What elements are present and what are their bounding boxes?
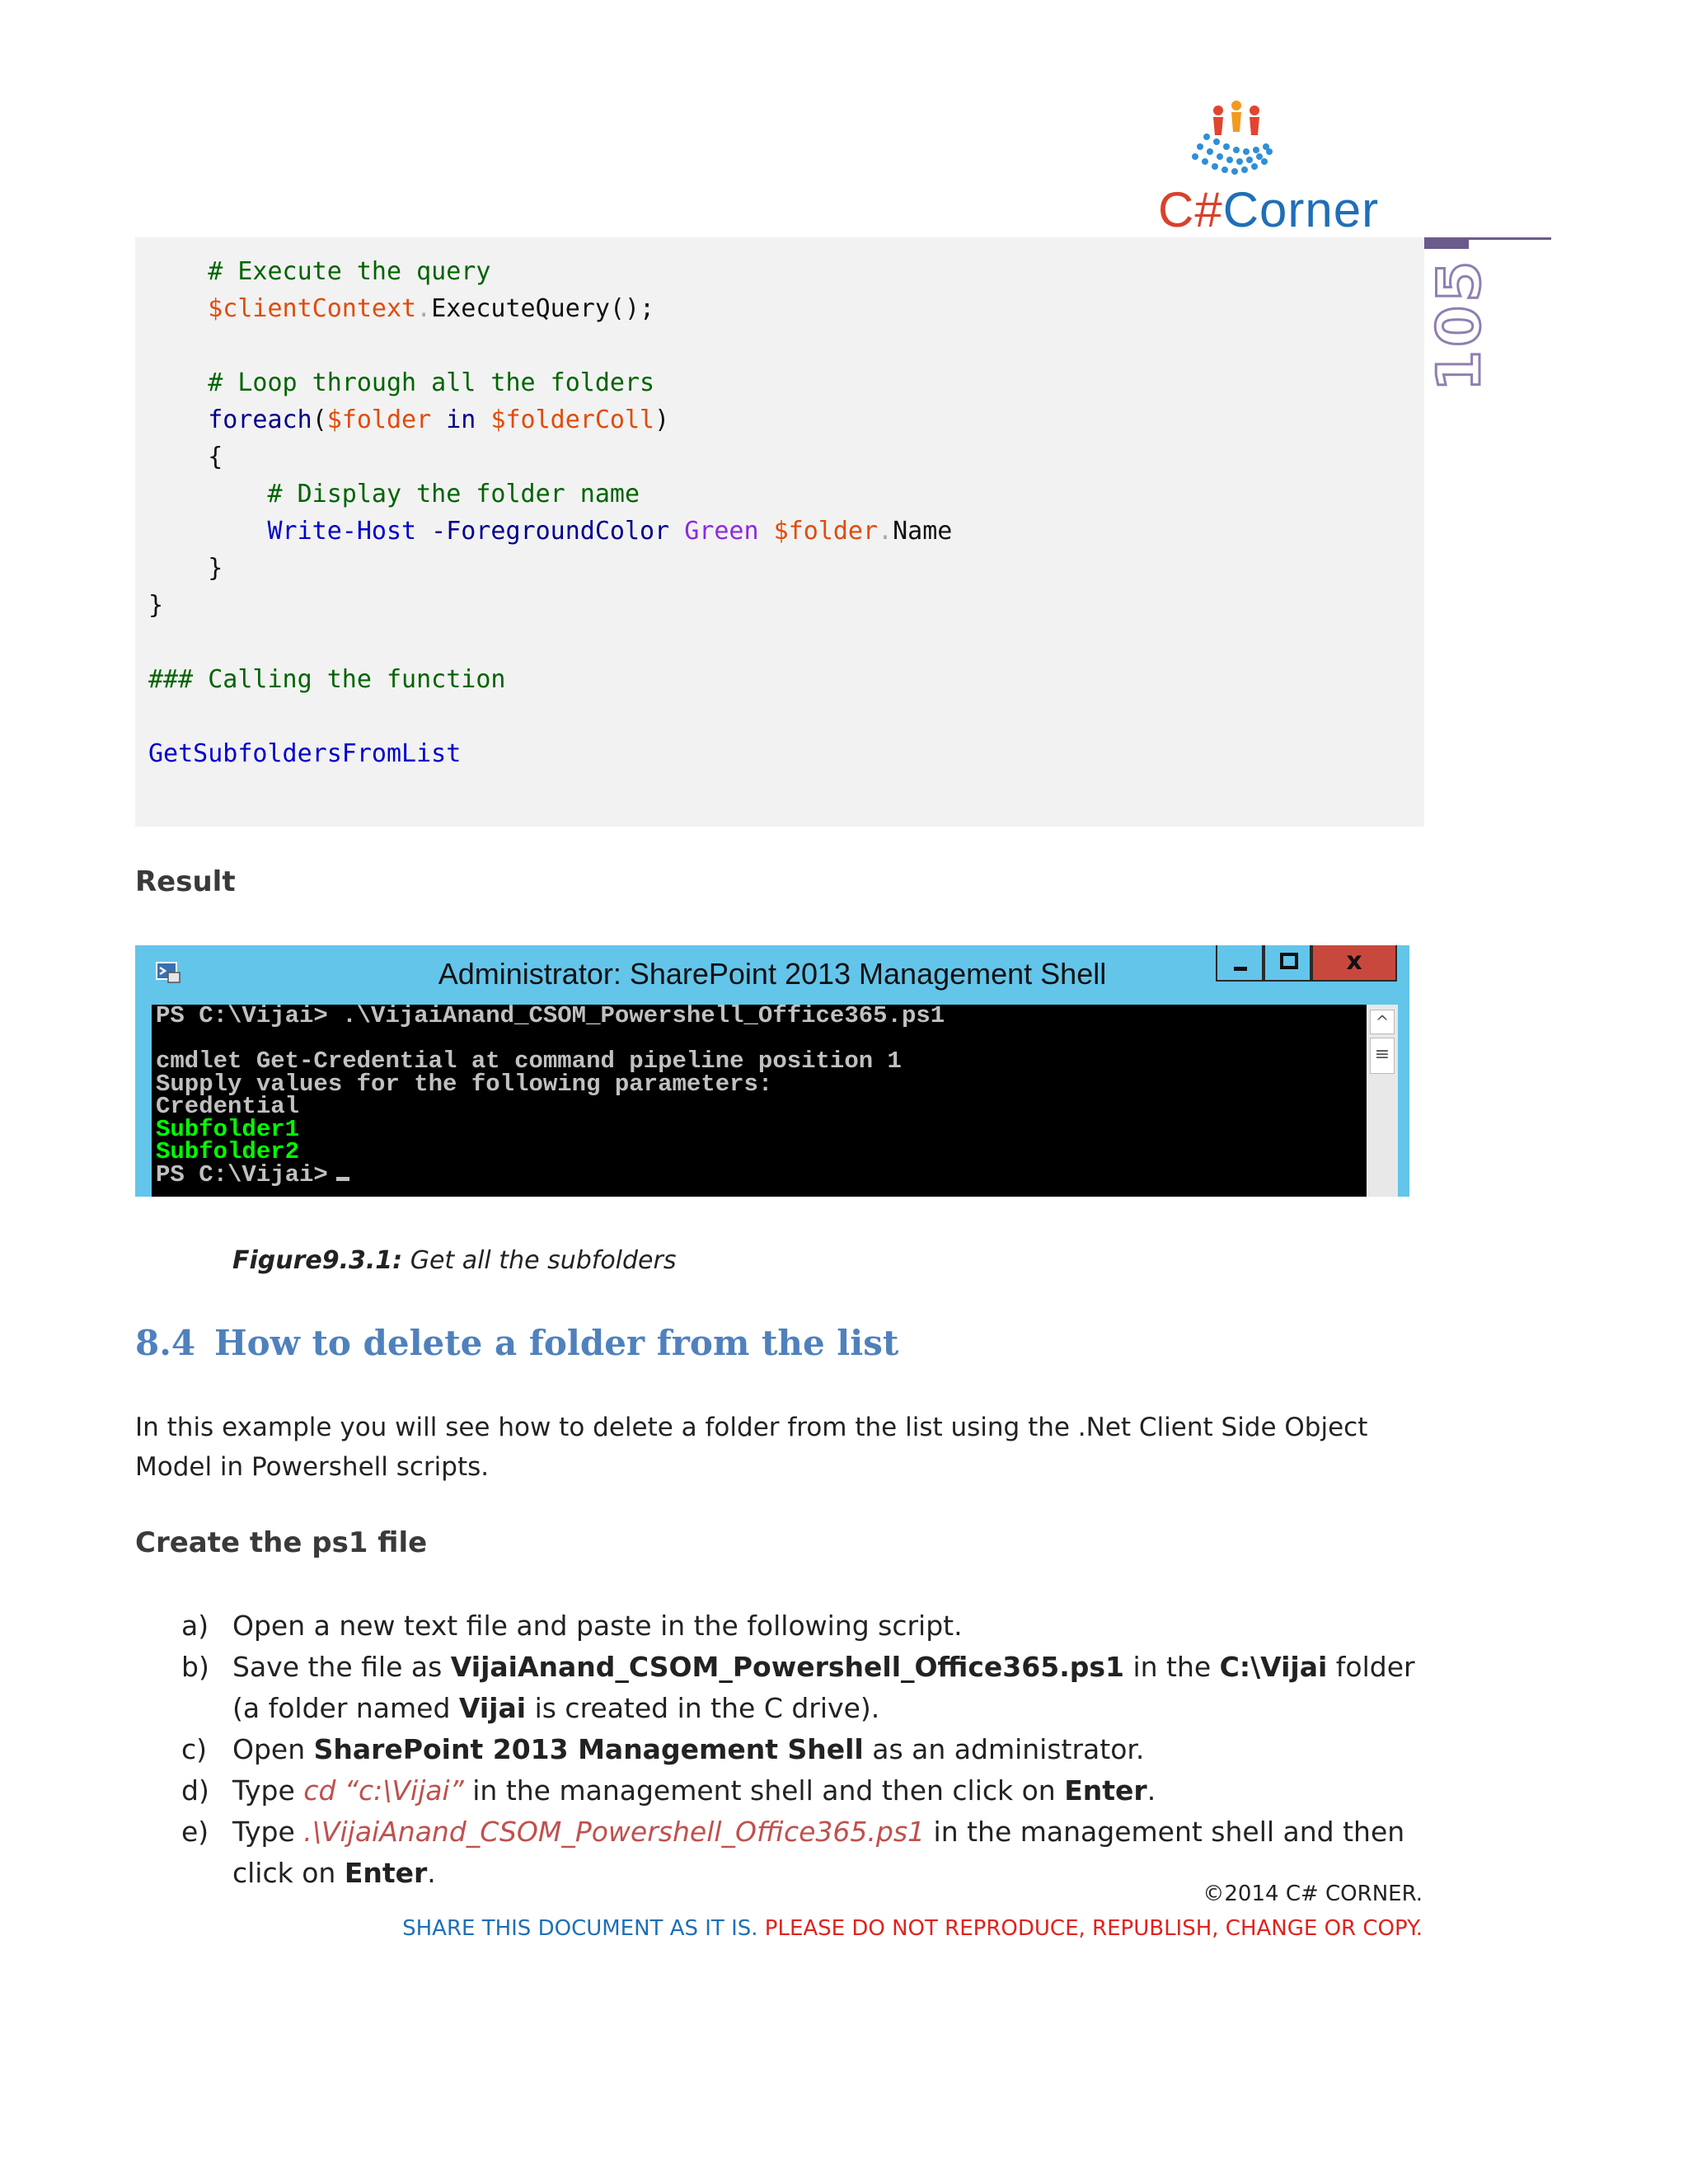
console-line: cmdlet Get-Credential at command pipeline position 1 [156, 1047, 902, 1075]
step-text: Vijai [458, 1692, 527, 1724]
csharp-corner-logo [1154, 99, 1426, 239]
copyright-notice: ©2014 C# CORNER. [1203, 1882, 1423, 1906]
share-notice-red: PLEASE DO NOT REPRODUCE, REPUBLISH, CHANGE OR COPY. [764, 1916, 1423, 1941]
code-token: # Execute the query [208, 257, 491, 286]
close-button[interactable] [1311, 945, 1397, 982]
step-text: Open [232, 1733, 314, 1765]
code-line [148, 367, 654, 400]
console-line: Supply values for the following parameters: [156, 1070, 773, 1098]
code-token: $folderColl [490, 405, 655, 434]
console-output[interactable] [152, 1002, 1367, 1197]
logo-figures-icon [1170, 99, 1302, 181]
code-token: GetSubfoldersFromList [148, 739, 462, 768]
code-token: ( [312, 405, 327, 434]
console-line: PS C:\Vijai> .\VijaiAnand_CSOM_Powershell_Office365.ps1 [156, 1002, 945, 1029]
page-number-bar [1419, 237, 1469, 249]
close-icon: x [1346, 947, 1362, 976]
figure-text: Get all the subfolders [402, 1246, 677, 1275]
step-label: b) [181, 1651, 209, 1683]
step-text: VijaiAnand_CSOM_Powershell_Office365.ps1 [450, 1651, 1124, 1683]
step-text: Type [232, 1816, 304, 1848]
step-text: C:\Vijai [1219, 1651, 1328, 1683]
figure-caption [232, 1246, 676, 1275]
code-token: Green [684, 517, 759, 546]
code-token: -ForegroundColor [416, 517, 685, 546]
step-text: SharePoint 2013 Management Shell [313, 1733, 864, 1765]
share-notice [402, 1916, 1423, 1941]
scroll-up-icon[interactable]: ^ [1370, 1010, 1395, 1034]
code-token: } [148, 591, 164, 620]
step-text: in the [1123, 1651, 1220, 1683]
figure-label: Figure9.3.1: [232, 1246, 403, 1275]
step-text: Open a new text file and paste in the following script. [232, 1610, 963, 1642]
step-text: is created in the C drive). [526, 1692, 880, 1724]
result-heading: Result [135, 865, 236, 898]
step-label: d) [181, 1774, 209, 1807]
logo-wordmark [1158, 181, 1379, 238]
management-shell-window [135, 945, 1409, 1197]
console-line: Credential [156, 1093, 300, 1120]
step-label: c) [181, 1733, 208, 1765]
step-text: . [427, 1857, 436, 1889]
section-number: 8.4 [135, 1323, 196, 1363]
step-text: cd “c:\Vijai” [303, 1774, 464, 1807]
console-cursor [336, 1177, 349, 1181]
code-token: . [416, 294, 432, 323]
step-label: e) [181, 1816, 209, 1848]
steps-list [181, 1605, 1418, 1894]
code-token: . [878, 517, 893, 546]
code-token: $folder [326, 405, 432, 434]
code-token: ### Calling the function [148, 665, 506, 694]
scroll-thumb[interactable]: ≡ [1370, 1038, 1395, 1074]
code-token: # Loop through all the folders [208, 368, 655, 397]
console-scrollbar[interactable] [1367, 1005, 1398, 1197]
step-label: a) [181, 1610, 209, 1642]
intro-paragraph: In this example you will see how to delete a folder from the list using the .Net Client Side Object Model in Powershell scripts. [135, 1413, 1368, 1482]
code-token: ) [654, 405, 670, 434]
code-line [148, 738, 461, 771]
subheading: Create the ps1 file [135, 1526, 428, 1559]
step-text: in the management shell and then click on [463, 1774, 1065, 1807]
console-line: Subfolder2 [156, 1138, 300, 1165]
code-block [135, 237, 1424, 827]
step-text: . [1146, 1774, 1156, 1807]
code-line [148, 293, 654, 326]
step-item [181, 1605, 1418, 1647]
code-token: in [431, 405, 491, 434]
code-token: ExecuteQuery(); [431, 294, 655, 323]
code-token: $folder [773, 517, 879, 546]
code-token: Name [893, 517, 953, 546]
code-token: } [208, 554, 223, 583]
code-token: Write-Host [267, 517, 417, 546]
console-line: PS C:\Vijai> [156, 1164, 349, 1186]
code-token: $clientContext [208, 294, 417, 323]
window-title: Administrator: SharePoint 2013 Management Shell [438, 957, 1107, 991]
code-line [148, 255, 490, 288]
logo-prefix: C# [1158, 182, 1223, 237]
step-text: as an administrator. [863, 1733, 1145, 1765]
code-token: foreach [208, 405, 312, 434]
step-item [181, 1729, 1418, 1770]
code-line [148, 478, 640, 511]
code-line [148, 589, 163, 622]
step-text: Type [232, 1774, 304, 1807]
step-text: in the management shell and then click on [232, 1816, 1405, 1889]
code-token: { [208, 443, 223, 471]
minimize-button[interactable] [1216, 945, 1264, 982]
step-text: Enter [344, 1857, 428, 1889]
code-token [759, 517, 774, 546]
step-item [181, 1647, 1418, 1729]
console-line: Subfolder1 [156, 1115, 300, 1143]
logo-suffix: Corner [1222, 182, 1380, 237]
code-line [148, 404, 669, 437]
code-line [148, 663, 505, 696]
window-controls [1216, 945, 1397, 985]
page-number: 105 [1424, 257, 1493, 391]
section-title: How to delete a folder from the list [214, 1323, 899, 1363]
step-text: .\VijaiAnand_CSOM_Powershell_Office365.ps1 [303, 1816, 926, 1848]
share-notice-blue: SHARE THIS DOCUMENT AS IT IS. [402, 1916, 765, 1941]
code-token: # Display the folder name [267, 480, 640, 509]
step-item [181, 1770, 1418, 1811]
step-text: folder (a folder named [232, 1651, 1415, 1724]
section-heading [135, 1323, 898, 1363]
code-line [148, 441, 223, 474]
code-line [148, 552, 223, 585]
step-text: Enter [1064, 1774, 1147, 1807]
step-text: Save the file as [232, 1651, 451, 1683]
code-line [148, 515, 952, 548]
maximize-button[interactable] [1264, 945, 1311, 982]
